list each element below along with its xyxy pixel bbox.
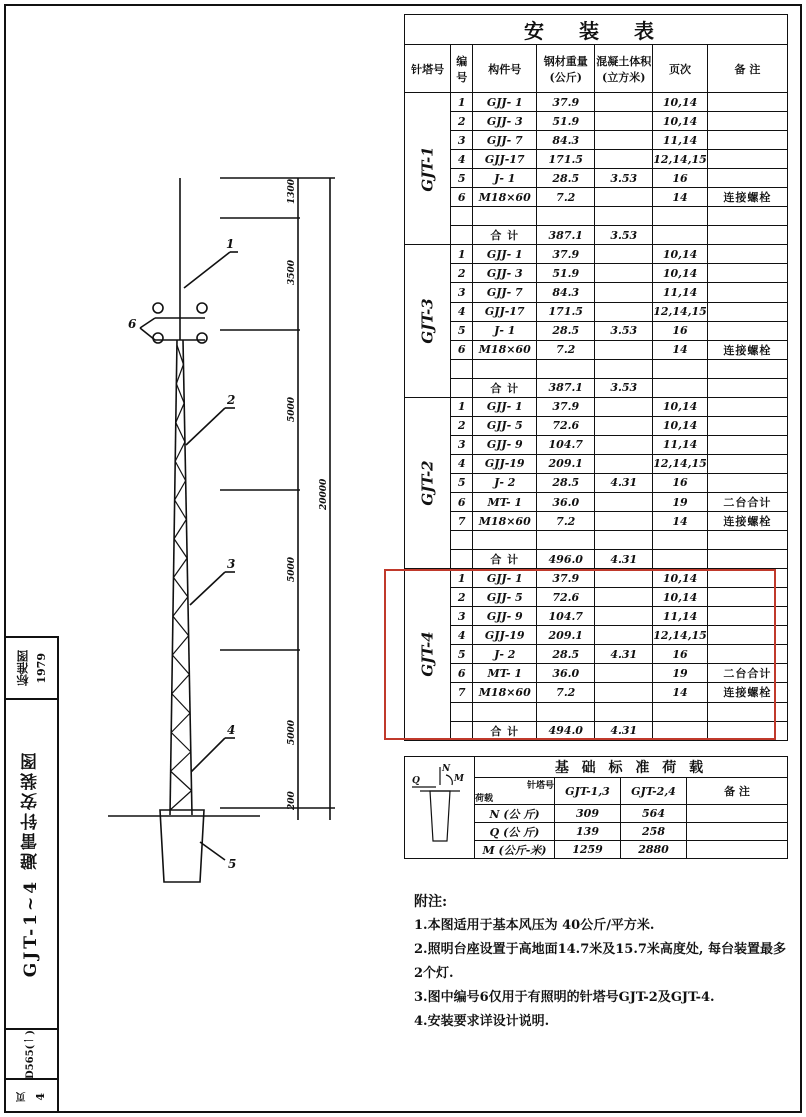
lattice-diagonal xyxy=(170,791,191,810)
cell-part: J- 1 xyxy=(473,169,537,188)
cell-no: 3 xyxy=(451,283,473,302)
cell-concrete: 3.53 xyxy=(595,321,653,340)
lattice-diagonal xyxy=(171,752,191,771)
cell-page: 14 xyxy=(653,188,708,207)
cell-steel: 37.9 xyxy=(537,397,595,416)
cell-concrete xyxy=(595,454,653,473)
cell-remark: 二台合计 xyxy=(707,664,787,683)
table-row xyxy=(405,512,788,531)
cell-part: GJJ- 7 xyxy=(473,131,537,150)
lattice-diagonal xyxy=(174,558,188,577)
cell-remark xyxy=(707,550,787,569)
cell-remark xyxy=(707,378,787,397)
cell-concrete xyxy=(595,150,653,169)
cell-remark xyxy=(707,226,787,245)
cell-steel: 209.1 xyxy=(537,454,595,473)
table-row xyxy=(405,264,788,283)
lattice-diagonal xyxy=(173,616,189,635)
cell-concrete xyxy=(595,207,653,226)
cell-part: GJJ- 9 xyxy=(473,435,537,454)
dim-5000-c: 5000 xyxy=(287,719,297,745)
cell-concrete: 4.31 xyxy=(595,473,653,492)
year: 1979 xyxy=(34,652,48,684)
drawing-code-cell xyxy=(4,1030,57,1080)
cell-no: 5 xyxy=(451,321,473,340)
cell-part: 合 计 xyxy=(473,378,537,397)
lattice-diagonal xyxy=(171,733,191,752)
cell-page: 14 xyxy=(653,683,708,702)
cell-remark xyxy=(707,245,787,264)
cell-part xyxy=(473,207,537,226)
drawing-title: GJT-1~4 避雷针安装图 xyxy=(21,750,41,978)
cell-no: 6 xyxy=(451,492,473,511)
leg-right xyxy=(183,340,192,815)
cell-part: GJJ- 1 xyxy=(473,569,537,588)
table-row xyxy=(405,321,788,340)
cell-page: 12,14,15 xyxy=(653,454,708,473)
diagram-label-m: M xyxy=(453,774,464,784)
cell-concrete xyxy=(595,340,653,359)
cell-steel: 7.2 xyxy=(537,340,595,359)
cell-part: GJJ-19 xyxy=(473,626,537,645)
drawing-title-cell xyxy=(4,700,57,1030)
header-no: 编号 xyxy=(451,45,473,93)
cell-part: GJJ-17 xyxy=(473,302,537,321)
cell-page xyxy=(653,226,708,245)
cell-no: 5 xyxy=(451,645,473,664)
cell-page xyxy=(653,207,708,226)
load-row-m-v2: 2880 xyxy=(621,841,687,859)
cell-concrete xyxy=(595,435,653,454)
cell-page xyxy=(653,378,708,397)
cell-part: GJJ- 1 xyxy=(473,93,537,112)
cell-steel: 7.2 xyxy=(537,512,595,531)
table-row xyxy=(405,93,788,112)
cell-no: 6 xyxy=(451,664,473,683)
cell-concrete xyxy=(595,264,653,283)
lattice-diagonal xyxy=(174,578,188,597)
cell-part: J- 2 xyxy=(473,473,537,492)
install-table-title: 安 装 表 xyxy=(405,15,788,45)
lattice-diagonal xyxy=(176,384,184,403)
note-2: 2.照明台座设置于高地面14.7米及15.7米高度处, 每台装置最多2个灯. xyxy=(414,942,786,981)
cell-page: 16 xyxy=(653,473,708,492)
cell-remark xyxy=(707,93,787,112)
cell-page: 10,14 xyxy=(653,397,708,416)
dim-1300: 1300 xyxy=(287,178,297,204)
cell-steel: 37.9 xyxy=(537,93,595,112)
lattice-diagonal xyxy=(176,423,185,442)
highlight-box-gjt-4 xyxy=(384,569,776,740)
header-concrete: 混凝土体积 (立方米) xyxy=(595,45,653,93)
lattice-diagonal xyxy=(173,597,188,616)
cell-remark xyxy=(707,131,787,150)
cell-remark xyxy=(707,169,787,188)
cell-part: M18×60 xyxy=(473,683,537,702)
cell-concrete: 3.53 xyxy=(595,378,653,397)
cell-page: 16 xyxy=(653,645,708,664)
table-row xyxy=(405,378,788,397)
lattice-diagonal xyxy=(175,500,187,519)
cell-no xyxy=(451,359,473,378)
notes-section xyxy=(414,890,794,1034)
cell-part: 合 计 xyxy=(473,721,537,740)
load-row-q-v1: 139 xyxy=(555,823,621,841)
cell-remark xyxy=(707,435,787,454)
cell-part: GJJ- 5 xyxy=(473,416,537,435)
cell-part: GJJ-17 xyxy=(473,150,537,169)
cell-concrete: 3.53 xyxy=(595,226,653,245)
cell-remark: 二台合计 xyxy=(707,492,787,511)
table-row xyxy=(405,245,788,264)
mast-elevation-drawing xyxy=(100,160,350,900)
callout-4: 4 xyxy=(227,723,236,737)
cell-no xyxy=(451,378,473,397)
cell-remark: 连接螺栓 xyxy=(707,683,787,702)
cell-concrete xyxy=(595,492,653,511)
cell-steel: 37.9 xyxy=(537,245,595,264)
load-row-n-v1: 309 xyxy=(555,805,621,823)
cell-steel: 28.5 xyxy=(537,645,595,664)
cell-remark xyxy=(707,112,787,131)
std-label: 标准图 xyxy=(15,650,30,686)
load-table-title: 基 础 标 准 荷 载 xyxy=(475,757,788,778)
cell-concrete xyxy=(595,302,653,321)
table-row xyxy=(405,188,788,207)
cell-no: 3 xyxy=(451,435,473,454)
cell-remark: 连接螺栓 xyxy=(707,340,787,359)
table-row xyxy=(405,416,788,435)
cell-page: 11,14 xyxy=(653,607,708,626)
cell-page: 14 xyxy=(653,512,708,531)
cell-page: 19 xyxy=(653,492,708,511)
cell-no xyxy=(451,207,473,226)
tower-group-label: GJT-2 xyxy=(405,397,451,568)
cell-part xyxy=(473,531,537,550)
table-row xyxy=(405,492,788,511)
lattice-diagonal xyxy=(172,636,188,655)
table-row xyxy=(405,283,788,302)
cell-page: 10,14 xyxy=(653,245,708,264)
cell-remark xyxy=(707,397,787,416)
callout-1: 1 xyxy=(226,237,235,251)
cell-remark: 连接螺栓 xyxy=(707,512,787,531)
std-year-cell xyxy=(4,638,57,700)
tower-group-label: GJT-4 xyxy=(405,569,451,740)
callout-3: 3 xyxy=(227,557,236,571)
cell-no: 5 xyxy=(451,473,473,492)
cell-remark xyxy=(707,283,787,302)
callout-2: 2 xyxy=(227,393,236,407)
cell-part: J- 1 xyxy=(473,321,537,340)
page-cell xyxy=(4,1080,57,1113)
header-remark: 备 注 xyxy=(707,45,787,93)
cell-steel: 104.7 xyxy=(537,607,595,626)
cell-page: 11,14 xyxy=(653,435,708,454)
cell-no: 1 xyxy=(451,93,473,112)
dim-3500: 3500 xyxy=(287,259,297,285)
cell-steel: 84.3 xyxy=(537,131,595,150)
cell-concrete xyxy=(595,531,653,550)
cell-part: GJJ-19 xyxy=(473,454,537,473)
cell-concrete: 3.53 xyxy=(595,169,653,188)
cell-page: 19 xyxy=(653,664,708,683)
load-row-n-label: N (公 斤) xyxy=(475,805,555,823)
note-4: 4.安装要求详设计说明. xyxy=(414,1014,550,1029)
table-row xyxy=(405,397,788,416)
diagram-label-n: N xyxy=(441,764,450,774)
note-1: 1.本图适用于基本风压为 40公斤/平方米. xyxy=(414,918,655,933)
callout-5: 5 xyxy=(228,857,237,871)
dim-5000-a: 5000 xyxy=(287,396,297,422)
corner-bottom: 荷载 xyxy=(475,794,494,804)
cell-steel xyxy=(537,359,595,378)
cell-remark xyxy=(707,454,787,473)
lattice-diagonal xyxy=(172,694,190,713)
cell-steel: 84.3 xyxy=(537,283,595,302)
cell-page xyxy=(653,531,708,550)
cell-steel: 104.7 xyxy=(537,435,595,454)
lattice-diagonal xyxy=(174,539,187,558)
cell-page: 14 xyxy=(653,340,708,359)
lattice-diagonal xyxy=(174,519,186,538)
cell-remark: 连接螺栓 xyxy=(707,188,787,207)
cell-steel: 51.9 xyxy=(537,112,595,131)
load-row-q-label: Q (公 斤) xyxy=(475,823,555,841)
diagram-label-q: Q xyxy=(411,776,420,786)
lattice-diagonal xyxy=(172,655,189,674)
cell-steel: 171.5 xyxy=(537,302,595,321)
cell-remark xyxy=(707,321,787,340)
corner-top: 针塔号 xyxy=(526,781,554,791)
cell-steel: 387.1 xyxy=(537,226,595,245)
cell-no: 4 xyxy=(451,150,473,169)
cell-no: 4 xyxy=(451,454,473,473)
cell-no: 1 xyxy=(451,569,473,588)
cell-part: GJJ- 5 xyxy=(473,588,537,607)
cell-steel: 72.6 xyxy=(537,588,595,607)
cell-page: 10,14 xyxy=(653,264,708,283)
cell-no: 6 xyxy=(451,340,473,359)
cell-remark xyxy=(707,359,787,378)
tower-group-label: GJT-3 xyxy=(405,245,451,397)
cell-remark xyxy=(707,473,787,492)
cell-no: 3 xyxy=(451,131,473,150)
cell-page xyxy=(653,550,708,569)
cell-steel: 51.9 xyxy=(537,264,595,283)
cell-part: 合 计 xyxy=(473,550,537,569)
cell-remark xyxy=(707,207,787,226)
load-col-remark: 备 注 xyxy=(687,778,788,805)
cell-concrete: 4.31 xyxy=(595,550,653,569)
cell-steel: 37.9 xyxy=(537,569,595,588)
cell-no: 3 xyxy=(451,607,473,626)
header-part: 构件号 xyxy=(473,45,537,93)
load-row-m-label: M (公斤-米) xyxy=(475,841,555,859)
table-row xyxy=(405,131,788,150)
load-row-q-v2: 258 xyxy=(621,823,687,841)
cell-page: 12,14,15 xyxy=(653,302,708,321)
cell-concrete: 4.31 xyxy=(595,721,653,740)
cell-steel: 209.1 xyxy=(537,626,595,645)
foundation-diagram-cell xyxy=(405,757,475,859)
cell-no: 7 xyxy=(451,512,473,531)
table-row xyxy=(405,473,788,492)
cell-remark xyxy=(707,531,787,550)
cell-no: 4 xyxy=(451,302,473,321)
cell-remark xyxy=(707,150,787,169)
cell-concrete xyxy=(595,283,653,302)
cell-no xyxy=(451,550,473,569)
notes-title: 附注: xyxy=(414,894,448,910)
table-row xyxy=(405,454,788,473)
cell-no: 5 xyxy=(451,169,473,188)
cell-no: 1 xyxy=(451,245,473,264)
cell-no: 7 xyxy=(451,683,473,702)
cell-remark xyxy=(707,302,787,321)
header-tower: 针塔号 xyxy=(405,45,451,93)
cell-page: 11,14 xyxy=(653,283,708,302)
load-col-2: GJT-2,4 xyxy=(621,778,687,805)
cell-no: 2 xyxy=(451,588,473,607)
cell-page xyxy=(653,359,708,378)
cell-part xyxy=(473,359,537,378)
cell-page: 10,14 xyxy=(653,416,708,435)
table-row xyxy=(405,150,788,169)
header-steel: 钢材重量 (公斤) xyxy=(537,45,595,93)
load-row-m-v1: 1259 xyxy=(555,841,621,859)
table-row xyxy=(405,226,788,245)
cell-no: 1 xyxy=(451,397,473,416)
cell-steel: 494.0 xyxy=(537,721,595,740)
cell-page: 16 xyxy=(653,169,708,188)
note-3: 3.图中编号6仅用于有照明的针塔号GJT-2及GJT-4. xyxy=(414,990,715,1005)
cell-steel: 387.1 xyxy=(537,378,595,397)
table-row xyxy=(405,112,788,131)
cell-concrete xyxy=(595,245,653,264)
cell-part: M18×60 xyxy=(473,188,537,207)
cell-concrete xyxy=(595,359,653,378)
cell-steel xyxy=(537,207,595,226)
lattice-diagonal xyxy=(171,771,192,790)
lattice-diagonal xyxy=(175,461,185,480)
cell-part: GJJ- 3 xyxy=(473,264,537,283)
cell-concrete xyxy=(595,397,653,416)
cell-no: 6 xyxy=(451,188,473,207)
cell-concrete xyxy=(595,512,653,531)
table-row xyxy=(405,207,788,226)
cell-part: GJJ- 3 xyxy=(473,112,537,131)
page-label: 页 xyxy=(16,1091,28,1102)
table-row xyxy=(405,531,788,550)
cell-part: MT- 1 xyxy=(473,664,537,683)
lattice-diagonal xyxy=(175,442,185,461)
tower-group-label: GJT-1 xyxy=(405,93,451,245)
table-row xyxy=(405,359,788,378)
lattice-diagonal xyxy=(176,403,184,422)
cell-page: 11,14 xyxy=(653,131,708,150)
dim-200: 200 xyxy=(287,791,297,810)
cell-steel: 496.0 xyxy=(537,550,595,569)
cell-page: 16 xyxy=(653,321,708,340)
cell-concrete xyxy=(595,112,653,131)
cell-page: 10,14 xyxy=(653,93,708,112)
cell-no: 2 xyxy=(451,416,473,435)
cell-page: 12,14,15 xyxy=(653,150,708,169)
cell-steel: 171.5 xyxy=(537,150,595,169)
cell-part: GJJ- 1 xyxy=(473,397,537,416)
cell-steel: 28.5 xyxy=(537,321,595,340)
dim-total: 20000 xyxy=(319,478,329,510)
cell-remark xyxy=(707,416,787,435)
cell-concrete xyxy=(595,188,653,207)
cell-no xyxy=(451,531,473,550)
load-corner-cell xyxy=(475,778,555,805)
cell-part: GJJ- 7 xyxy=(473,283,537,302)
cell-steel: 72.6 xyxy=(537,416,595,435)
cell-steel: 36.0 xyxy=(537,664,595,683)
cell-steel: 28.5 xyxy=(537,169,595,188)
table-row xyxy=(405,302,788,321)
foundation-load-table xyxy=(404,756,788,859)
title-strip xyxy=(4,636,59,1113)
cell-no: 4 xyxy=(451,626,473,645)
cell-steel: 28.5 xyxy=(537,473,595,492)
cell-page: 10,14 xyxy=(653,588,708,607)
cell-no xyxy=(451,226,473,245)
cell-steel: 7.2 xyxy=(537,188,595,207)
cell-part: MT- 1 xyxy=(473,492,537,511)
cell-part: M18×60 xyxy=(473,340,537,359)
cell-part: J- 2 xyxy=(473,645,537,664)
cell-remark xyxy=(707,264,787,283)
lattice-diagonal xyxy=(171,713,190,732)
drawing-code: D565(一) xyxy=(25,1029,36,1079)
cell-page: 10,14 xyxy=(653,112,708,131)
cell-concrete xyxy=(595,93,653,112)
load-col-1: GJT-1,3 xyxy=(555,778,621,805)
callout-6: 6 xyxy=(128,317,137,331)
lattice-diagonal xyxy=(172,674,190,693)
cell-concrete xyxy=(595,131,653,150)
cell-concrete xyxy=(595,416,653,435)
cell-part: 合 计 xyxy=(473,226,537,245)
page-number: 4 xyxy=(33,1092,47,1101)
cell-steel: 7.2 xyxy=(537,683,595,702)
cell-steel: 36.0 xyxy=(537,492,595,511)
cell-page: 12,14,15 xyxy=(653,626,708,645)
cell-concrete: 4.31 xyxy=(595,645,653,664)
header-page: 页次 xyxy=(653,45,708,93)
table-row xyxy=(405,340,788,359)
lattice-diagonal xyxy=(176,364,183,383)
foundation-force-diagram xyxy=(408,761,472,851)
cell-part: GJJ- 9 xyxy=(473,607,537,626)
lattice-diagonal xyxy=(175,481,186,500)
cell-part: M18×60 xyxy=(473,512,537,531)
cell-no: 2 xyxy=(451,264,473,283)
dim-5000-b: 5000 xyxy=(287,556,297,582)
table-row xyxy=(405,169,788,188)
cell-page: 10,14 xyxy=(653,569,708,588)
table-row xyxy=(405,550,788,569)
cell-part: GJJ- 1 xyxy=(473,245,537,264)
table-row xyxy=(405,435,788,454)
cell-no: 2 xyxy=(451,112,473,131)
load-row-n-v2: 564 xyxy=(621,805,687,823)
cell-steel xyxy=(537,531,595,550)
